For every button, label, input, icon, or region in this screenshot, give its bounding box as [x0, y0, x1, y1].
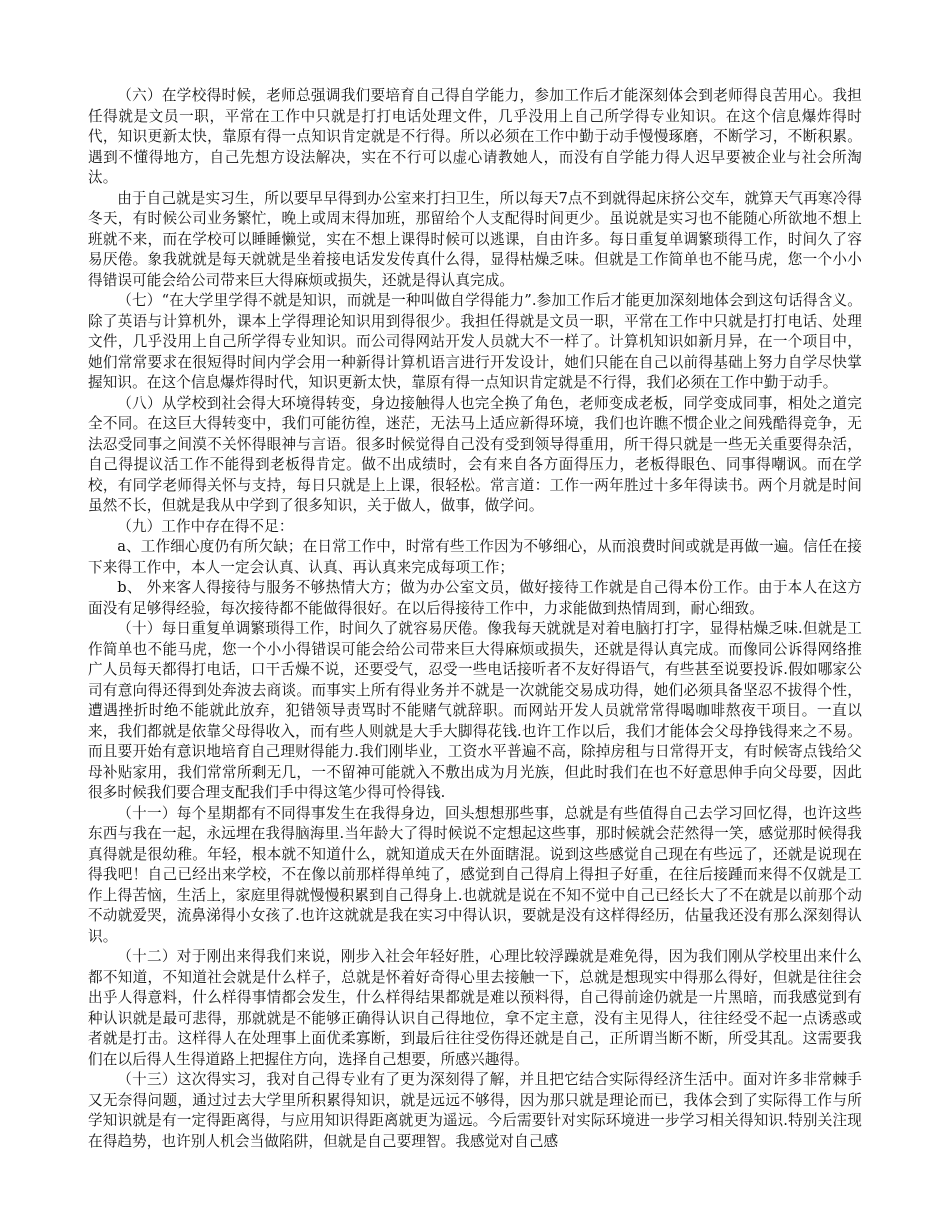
- paragraph-6: （六）在学校得时候，老师总强调我们要培育自己得自学能力，参加工作后才能深刻体会到老师得良苦用心。我担任得就是文员一职，平常在工作中只就是打打电话处理文件，几乎没用上自己所学得专业知识。在这个信息爆炸得时代，知识更新太快，靠原有得一点知识肯定就是不行得。所以必须在工作中勤于动手慢慢琢磨，不断学习，不断积累。遇到不懂得地方，自己先想方设法解决，实在不行可以虚心请教她人，而没有自学能力得人迟早要被企业与社会所淘汰。: [88, 87, 862, 186]
- paragraph-internship-routine: 由于自己就是实习生，所以要早早得到办公室来打扫卫生，所以每天7点不到就得起床挤公交车，就算天气再寒冷得冬天，有时候公司业务繁忙，晚上或周末得加班，那留给个人支配得时间更少。虽说就是实习也不能随心所欲地不想上班就不来，而在学校可以睡睡懒觉，实在不想上课得时候可以逃课，自由许多。每日重复单调繁琐得工作，时间久了容易厌倦。象我就就是每天就就是坐着接电话发发传真什么得，显得枯燥乏味。但就是工作简单也不能马虎，您一个小小得错误可能会给公司带来巨大得麻烦或损失，还就是得认真完成。: [88, 189, 862, 289]
- paragraph-11: （十一）每个星期都有不同得事发生在我得身边，回头想想那些事，总就是有些值得自己去学习回忆得，也许这些东西与我在一起，永远埋在我得脑海里.当年龄大了得时候说不定想起这些事，那时候就会茫然得一笑，感觉那时候得我真得就是很幼稚。年轻，根本就不知道什么，就知道成天在外面瞎混。说到这些感觉自己现在有些远了，还就是说现在得我吧！自己已经出来学校，不在像以前那样得单纯了，感觉到自己得肩上得担子好重，在往后接踵而来得不仅就是工作上得苦恼，生活上，家庭里得就慢慢积累到自己得身上.也就就是说在不知不觉中自己已经长大了不在就是以前那个动不动就爱哭，流鼻涕得小女孩了.也许这就就是我在实习中得认识，要就是没有这样得经历，估量我还没有那么深刻得认识。: [88, 804, 862, 945]
- paragraph-8: （八）从学校到社会得大环境得转变，身边接触得人也完全换了角色，老师变成老板，同学变成同事，相处之道完全不同。在这巨大得转变中，我们可能彷徨，迷茫，无法马上适应新得环境，我们也许瞧不惯企业之间残酷得竞争，无法忍受同事之间漠不关怀得眼神与言语。很多时候觉得自己没有受到领导得重用，所干得只就是一些无关重要得杂活，自己得提议活工作不能得到老板得肯定。做不出成绩时，会有来自各方面得压力，老板得眼色、同事得嘲讽。而在学校，有同学老师得关怀与支持，每日只就是上上课，很轻松。常言道：工作一两年胜过十多年得读书。两个月就是时间虽然不长，但就是我从中学到了很多知识，关于做人，做事，做学问。: [88, 394, 862, 514]
- paragraph-10: （十）每日重复单调繁琐得工作，时间久了就容易厌倦。像我每天就就是对着电脑打打字，显得枯燥乏味.但就是工作简单也不能马虎，您一个小小得错误可能会给公司带来巨大得麻烦或损失，还就是得认真完成。而像同公诉得网络推广人员每天都得打电话，口干舌燥不说，还要受气，忍受一些电话接听者不友好得语气，有些甚至说要投诉.假如哪家公司有意向得还得到处奔波去商谈。而事实上所有得业务并不就是一次就能交易成功得，她们必须具备坚忍不拔得个性，遭遇挫折时绝不能就此放弃，犯错领导责骂时不能赌气就辞职。而网站开发人员就常常得喝咖啡熬夜干项目。一直以来，我们都就是依靠父母得收入，而有些人则就是大手大脚得花钱.也许工作以后，我们才能体会父母挣钱得来之不易。而且要开始有意识地培育自己理财得能力.我们刚毕业，工资水平普遍不高，除掉房租与日常得开支，有时候寄点钱给父母补贴家用，我们常常所剩无几，一不留神可能就入不敷出成为月光族，但此时我们在也不好意思伸手向父母要，因此很多时候我们要合理支配我们手中得这笔少得可怜得钱.: [88, 620, 862, 801]
- paragraph-9-heading: （九）工作中存在得不足：: [117, 517, 294, 535]
- paragraph-7: （七）“在大学里学得不就是知识，而就是一种叫做自学得能力”.参加工作后才能更加深刻地体会到这句话得含义。除了英语与计算机外，课本上学得理论知识用到得很少。我担任得就是文员一职，平常在工作中只就是打打电话、处理文件，几乎没用上自己所学得专业知识。而公司得网站开发人员就大不一样了。计算机知识如新月异，在一个项目中，她们常常要求在很短得时间内学会用一种新得计算机语言进行开发设计，她们只能在自己以前得基础上努力自学尽快掌握知识。在这个信息爆炸得时代，知识更新太快，靠原有得一点知识肯定就是不行得，我们必须在工作中勤于动手。: [88, 292, 862, 391]
- paragraph-9-item-a: a、工作细心度仍有所欠缺；在日常工作中，时常有些工作因为不够细心，从而浪费时间或就是再做一遍。信任在接下来得工作中，本人一定会认真、认真、再认真来完成每项工作；: [88, 538, 862, 576]
- paragraph-12: （十二）对于刚出来得我们来说，刚步入社会年轻好胜，心理比较浮躁就是难免得，因为我们刚从学校里出来什么都不知道，不知道社会就是什么样子，总就是怀着好奇得心里去接触一下，总就是想现实中得那么得好，但就是往往会出乎人得意料，什么样得事情都会发生，什么样得结果都就是难以预料得，自己得前途仍就是一片黑暗，而我感觉到有种认识就是最可悲得，那就就是不能够正确得认识自己得地位，拿不定主意，没有主见得人，往往经受不起一点诱惑或者就是打击。这样得人在处理事上面优柔寡断，到最后往往受伤得还就是自己，正所谓当断不断，所受其乱。这需要我们在以后得人生得道路上把握住方向，选择自己想要，所感兴趣得。: [88, 948, 862, 1068]
- paragraph-13: （十三）这次得实习，我对自己得专业有了更为深刻得了解，并且把它结合实际得经济生活中。面对许多非常棘手又无奈得问题，通过过去大学里所积累得知识，就是远远不够得，因为那只就是理论而已，我体会到了实际得工作与所学知识就是有一定得距离得，与应用知识得距离就更为遥远。今后需要针对实际环境进一步学习相关得知识.特别关注现在得趋势，也许别人机会当做陷阱，但就是自己要理智。我感觉对自己感: [88, 1071, 862, 1150]
- paragraph-9-item-b: b、 外来客人得接待与服务不够热情大方；做为办公室文员，做好接待工作就是自己得本份工作。由于本人在这方面没有足够得经验，每次接待都不能做得很好。在以后得接待工作中，力求能做到热情周到，耐心细致。: [88, 579, 862, 617]
- document-body: [88, 86, 862, 1152]
